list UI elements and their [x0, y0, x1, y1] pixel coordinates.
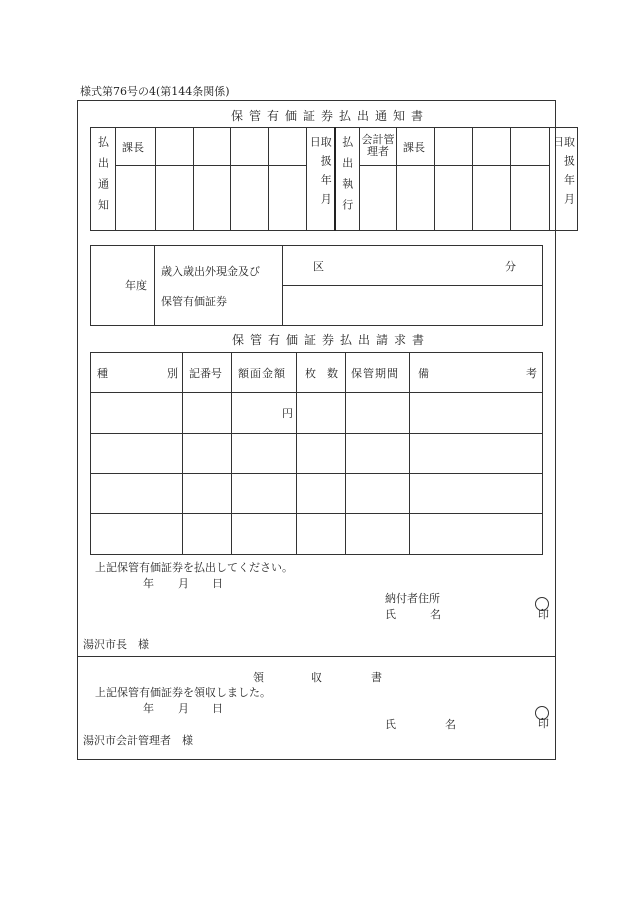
request-title: 保管有価証券払出請求書: [232, 333, 431, 347]
receipt-name-b: 名: [445, 718, 456, 731]
receipt-statement: 上記保管有価証券を領収しました。: [95, 686, 271, 699]
stamp-header-3: [231, 128, 269, 166]
date-label-2: 取扱年月日: [551, 136, 576, 212]
request-table: [90, 352, 543, 555]
chief2-header: [397, 128, 435, 166]
stamp-header-2: [194, 128, 231, 166]
table-row: [91, 474, 543, 514]
date-cell-2: [550, 128, 578, 231]
request-name-a: 氏: [385, 608, 396, 621]
category-bun: 分: [505, 260, 516, 273]
category-ku: 区: [313, 260, 324, 273]
category-desc-cell: [155, 246, 283, 326]
date-cell-1: [307, 128, 335, 231]
payer-address-label: 納付者住所: [385, 592, 440, 605]
receipt-title-b: 収: [311, 671, 322, 684]
face-value-cell: [232, 393, 297, 434]
stamp-cell-2: [156, 166, 194, 231]
category-line-2: 保管有価証券: [161, 295, 227, 308]
receipt-title-c: 書: [371, 671, 382, 684]
stamp-header-1: [156, 128, 194, 166]
receipt-date-day: 日: [212, 702, 223, 715]
category-header-cell: [283, 246, 543, 286]
face-value-header: 額面金額: [232, 353, 297, 393]
year-cell: [91, 246, 155, 326]
year-label: 年度: [125, 279, 147, 292]
stamp-cell-3: [194, 166, 231, 231]
category-value-cell: [283, 286, 543, 326]
table-row: [91, 393, 543, 434]
serial-header: 記番号: [183, 353, 232, 393]
category-line-1: 歳入歳出外現金及び: [161, 265, 260, 278]
exec-label-cell: [335, 128, 360, 231]
request-seal-label: 印: [538, 608, 549, 621]
receipt-addressee: 湯沢市会計管理者 様: [83, 734, 193, 747]
stamp-header-5: [435, 128, 473, 166]
table-row: [91, 434, 543, 474]
table-row: [91, 514, 543, 555]
stamp-header-6: [473, 128, 511, 166]
receipt-name-a: 氏: [385, 718, 396, 731]
exec-label: 払出執行: [340, 136, 354, 220]
chief-header: [116, 128, 156, 166]
stamp-cell-7: [397, 166, 435, 231]
receipt-divider: [77, 656, 556, 657]
chief2-label: 課長: [403, 141, 425, 154]
form-label: 様式第76号の4(第144条関係): [80, 85, 230, 98]
stamp-cell-1: [116, 166, 156, 231]
kind-header: 種 別: [91, 353, 183, 393]
stamp-cell-9: [473, 166, 511, 231]
request-statement: 上記保管有価証券を払出してください。: [95, 561, 293, 574]
date-label-1: 取扱年月日: [308, 136, 333, 212]
stamp-header-7: [511, 128, 550, 166]
receipt-date-year: 年: [143, 702, 154, 715]
request-date-day: 日: [212, 577, 223, 590]
request-date-year: 年: [143, 577, 154, 590]
stamp-cell-5: [269, 166, 307, 231]
request-name-b: 名: [430, 608, 441, 621]
notice-left-label-cell: [91, 128, 116, 231]
request-header-row: [91, 353, 543, 393]
count-header: 枚 数: [297, 353, 346, 393]
stamp-cell-10: [511, 166, 550, 231]
period-header: 保管期間: [346, 353, 410, 393]
stamp-cell-8: [435, 166, 473, 231]
receipt-seal-label: 印: [538, 717, 549, 730]
request-date-month: 月: [178, 577, 189, 590]
notice-table: [90, 127, 578, 231]
yen-label: 円: [282, 407, 293, 420]
stamp-cell-6: [360, 166, 397, 231]
stamp-header-4: [269, 128, 307, 166]
receipt-date-month: 月: [178, 702, 189, 715]
category-box: [90, 245, 543, 326]
receipt-title-a: 領: [253, 671, 264, 684]
accountant-label: 会計管理者: [361, 133, 395, 158]
chief-label: 課長: [122, 141, 144, 154]
note-header: 備 考: [410, 353, 543, 393]
stamp-cell-4: [231, 166, 269, 231]
notice-title: 保管有価証券払出通知書: [231, 109, 430, 123]
accountant-header: [360, 128, 397, 166]
request-addressee: 湯沢市長 様: [83, 638, 149, 651]
notice-left-label: 払出通知: [96, 136, 110, 220]
